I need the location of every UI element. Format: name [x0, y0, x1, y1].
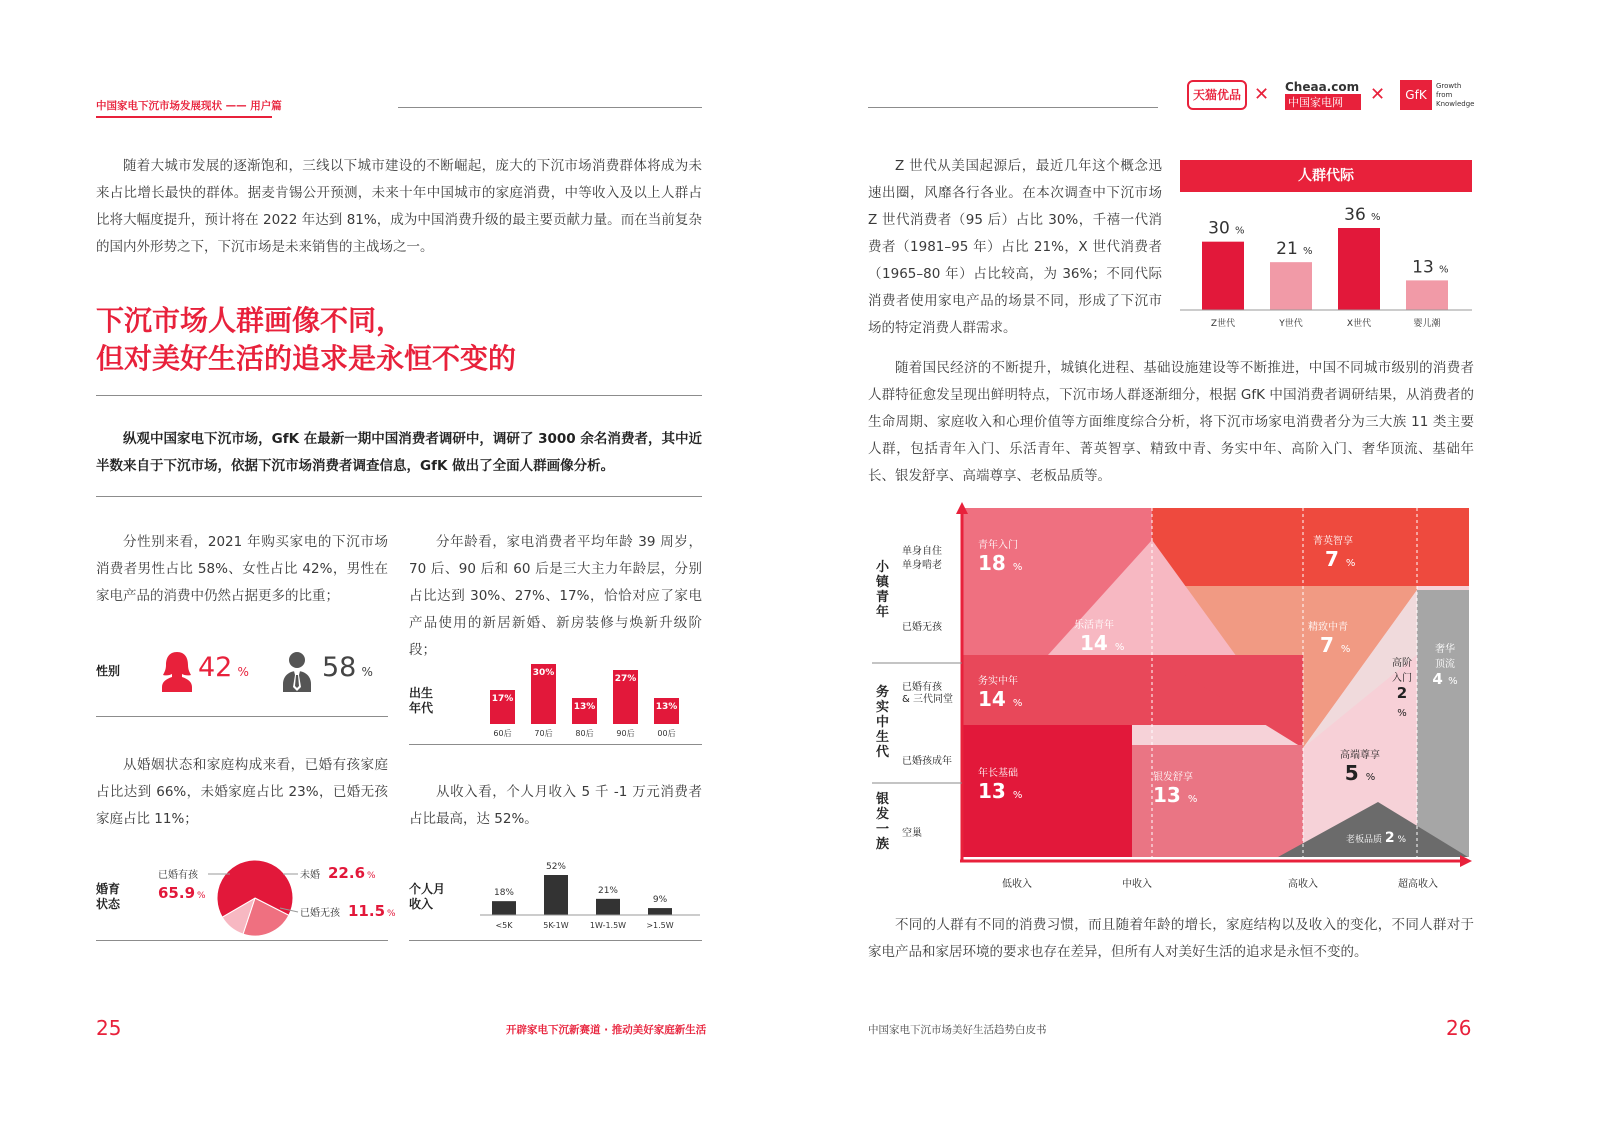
- gen-axis-label: Y世代: [1279, 319, 1303, 329]
- income-axis-label: >1.5W: [646, 921, 674, 930]
- cheaa-cn: 中国家电网: [1285, 94, 1361, 110]
- title-divider: [96, 395, 702, 396]
- left-page-number: 25: [96, 1016, 122, 1040]
- gen-bar-pct: %: [1235, 225, 1245, 237]
- shape-elite: [1152, 508, 1469, 586]
- cheaa-en: Cheaa.com: [1285, 80, 1360, 94]
- group-midlife: 务实中生代: [876, 685, 890, 760]
- gender-paragraph: 分性别来看，2021 年购买家电的下沉市场消费者男性占比 58%、女性占比 42%，男性在家电产品的消费中仍然占据更多的比重；: [96, 534, 388, 604]
- seg-name: 奢华顶流: [1435, 644, 1455, 670]
- seg-name: 务实中年: [978, 676, 1018, 687]
- stage-three-gen: & 三代同堂: [902, 694, 953, 705]
- tmall-logo: 天猫优品: [1187, 80, 1247, 110]
- stage-kids-adult: 已婚孩成年: [902, 756, 952, 767]
- gen-axis-label: 婴儿潮: [1413, 319, 1441, 329]
- income-label: 个人月收入: [409, 882, 446, 911]
- male-icon: [280, 650, 314, 696]
- pie-value: 11.5: [348, 902, 386, 920]
- age-bar-value: 27%: [614, 674, 637, 684]
- seg-name: 乐活青年: [1074, 620, 1114, 631]
- seg-pct: %: [1345, 558, 1356, 569]
- segment-paragraph: 随着国民经济的不断提升，城镇化进程、基础设施建设等不断推进，中国不同城市级别的消费者人群特征愈发呈现出鲜明特点，下沉市场人群逐渐细分，根据 GfK 中国消费者调研结果，从消费者的生命周期、家庭收入和心理价值等方面维度综合分析，将下沉市场家电消费者分为三大族 11 类主要人群，包括青年入门、乐活青年、菁英智享、精致中青、务实中年、高阶入门、奢华顶流、基础年长、银发舒享、高端尊享、老板品质等。: [868, 360, 1474, 484]
- income-bar-value: 21%: [597, 885, 619, 896]
- closing-paragraph: 不同的人群有不同的消费习惯，而且随着年龄的增长，家庭结构以及收入的变化，不同人群对于家电产品和家居环境的要求也存在差异，但所有人对美好生活的追求是永恒不变的。: [868, 917, 1474, 960]
- title-line-1: 下沉市场人群画像不同，: [96, 304, 405, 337]
- pie-label: 已婚无孩: [300, 908, 340, 919]
- age-label: 出生年代: [409, 686, 434, 715]
- gender-divider: [96, 716, 388, 717]
- income-bar-value: 9%: [652, 895, 668, 906]
- cross-icon: ✕: [1254, 84, 1270, 105]
- seg-boss: [1346, 830, 1406, 846]
- seg-pct: %: [1365, 772, 1376, 783]
- gen-bar: [1270, 262, 1312, 310]
- age-bar-value: 17%: [491, 694, 514, 704]
- gen-axis-label: Z世代: [1210, 319, 1236, 329]
- seg-value: 4: [1432, 670, 1443, 688]
- seg-high-end: [1340, 746, 1380, 785]
- page-title: [96, 302, 516, 378]
- seg-name: 精致中青: [1308, 622, 1348, 633]
- income-bar-value: 52%: [545, 862, 567, 872]
- seg-value: 5: [1344, 761, 1359, 785]
- pie-value: 22.6: [328, 864, 366, 882]
- segmentation-matrix: [868, 500, 1478, 900]
- left-header-text: 中国家电下沉市场发展现状 —— 用户篇: [96, 100, 282, 112]
- generation-chart-title: 人群代际: [1180, 160, 1472, 192]
- female-icon: [160, 650, 194, 696]
- left-footer: 开辟家电下沉新赛道 · 推动美好家庭新生活: [506, 1024, 707, 1036]
- female-pct: %: [237, 665, 249, 679]
- summary-paragraph: 纵观中国家电下沉市场，GfK 在最新一期中国消费者调研中，调研了 3000 余名消费者，其中近半数来自于下沉市场，依据下沉市场消费者调查信息，GfK 做出了全面人群画像分析。: [96, 431, 702, 474]
- right-page-number: 26: [1446, 1016, 1472, 1040]
- seg-premium-entry: [1390, 654, 1414, 720]
- right-header-divider: [868, 107, 1158, 108]
- intro-paragraph: 随着大城市发展的逐渐饱和，三线以下城市建设的不断崛起，庞大的下沉市场消费群体将成为未来占比增长最快的群体。据麦肯锡公开预测，未来十年中国城市的家庭消费，中等收入及以上人群占比将大幅度提升，预计将在 2022 年达到 81%，成为中国消费升级的最主要贡献力量。而在当前复杂的国内外形势之下，下沉市场是未来销售的主战场之一。: [96, 158, 702, 255]
- seg-name: 青年入门: [978, 540, 1018, 551]
- income-bar: [648, 908, 672, 915]
- seg-pct: %: [1012, 562, 1023, 573]
- seg-pct: %: [1012, 698, 1023, 709]
- male-pct: %: [361, 665, 373, 679]
- gen-bar-value: 36: [1344, 205, 1366, 225]
- stage-single-alone: 单身自住: [902, 546, 942, 557]
- stage-single-parents: 单身啃老: [902, 560, 942, 571]
- income-bar-chart: [480, 860, 700, 940]
- seg-name: 老板品质: [1346, 835, 1383, 845]
- seg-refined: [1308, 618, 1350, 657]
- income-bar: [544, 875, 568, 915]
- age-axis-label: 80后: [575, 729, 594, 738]
- seg-practical: [978, 672, 1022, 711]
- seg-pct: %: [1012, 790, 1023, 801]
- left-page-header: [96, 98, 282, 118]
- seg-youth-entry: [978, 536, 1022, 575]
- income-bar: [492, 901, 516, 915]
- x-label-high: 高收入: [1288, 879, 1318, 890]
- right-footer: 中国家电下沉市场美好生活趋势白皮书: [868, 1024, 1047, 1036]
- gen-axis-label: X世代: [1346, 319, 1372, 329]
- income-divider: [409, 940, 702, 941]
- seg-value: 7: [1325, 547, 1339, 571]
- gen-bar-value: 30: [1208, 218, 1230, 239]
- seg-name: 银发舒享: [1153, 772, 1193, 783]
- seg-name: 年长基础: [978, 768, 1018, 779]
- seg-luxury: [1428, 640, 1462, 688]
- age-bar-chart: [480, 648, 700, 748]
- income-paragraph: 从收入看，个人月收入 5 千 -1 万元消费者占比最高，达 52%。: [409, 784, 702, 827]
- gen-bar: [1338, 228, 1380, 310]
- group-silver: 银发一族: [876, 792, 890, 852]
- seg-name: 高端尊享: [1340, 750, 1380, 761]
- group-youth: 小镇青年: [876, 560, 890, 620]
- pie-label: 已婚有孩: [158, 870, 198, 881]
- income-axis-label: 1W-1.5W: [589, 921, 627, 930]
- generation-paragraph: Z 世代从美国起源后，最近几年这个概念迅速出圈，风靡各行各业。在本次调查中下沉市场 Z 世代消费者（95 后）占比 30%，千禧一代消费者（1981–95 年）占比 21%，X 世代消费者（1965–80 年）占比较高，为 36%；不同代际消费者使用家电产品的场景不同，形成了下沉市场的特定消费人群需求。: [868, 158, 1162, 336]
- age-axis-label: 00后: [657, 729, 676, 738]
- shape-luxury: [1417, 590, 1469, 857]
- gen-bar-value: 13: [1412, 257, 1434, 278]
- age-axis-label: 90后: [616, 729, 635, 738]
- x-label-low: 低收入: [1002, 879, 1032, 890]
- cross-icon-2: ✕: [1370, 84, 1386, 105]
- seg-name: 高阶入门: [1392, 658, 1412, 684]
- marriage-paragraph: 从婚姻状态和家庭构成来看，已婚有孩家庭占比达到 66%，未婚家庭占比 23%，已婚无孩家庭占比 11%；: [96, 757, 388, 827]
- seg-pct: %: [1340, 644, 1351, 655]
- pie-pct: %: [387, 909, 396, 919]
- seg-value: 7: [1320, 633, 1334, 657]
- pie-pct: %: [197, 891, 206, 901]
- income-bar: [596, 899, 620, 915]
- header-underline: [96, 116, 272, 118]
- male-stat: [322, 652, 373, 683]
- income-bar-value: 18%: [493, 888, 515, 899]
- seg-pct: %: [1448, 676, 1458, 687]
- stage-married-kids: 已婚有孩: [902, 682, 942, 693]
- income-axis-label: 5K-1W: [543, 921, 569, 930]
- gen-bar-pct: %: [1303, 246, 1313, 258]
- gfk-tagline: Growth from Knowledge: [1436, 82, 1475, 108]
- gen-bar-pct: %: [1371, 212, 1381, 223]
- seg-value: 13: [978, 779, 1006, 803]
- female-stat: [198, 652, 249, 683]
- marriage-label: 婚育状态: [96, 882, 121, 911]
- seg-value: 2: [1384, 830, 1395, 846]
- age-divider: [409, 744, 702, 745]
- age-paragraph: 分年龄看，家电消费者平均年龄 39 周岁，70 后、90 后和 60 后是三大主力年龄层，分别占比达到 30%、27%、17%，恰恰对应了家电产品使用的新居新婚、新房装修与焕新升级阶段；: [409, 534, 702, 658]
- age-axis-label: 70后: [534, 729, 553, 738]
- seg-pct: %: [1397, 835, 1407, 845]
- age-bar-value: 13%: [655, 702, 678, 712]
- generation-bar-chart: [1180, 196, 1472, 338]
- gen-bar: [1202, 242, 1244, 310]
- seg-value: 14: [978, 687, 1006, 711]
- gen-bar-value: 21: [1276, 239, 1298, 260]
- seg-value: 13: [1153, 783, 1181, 807]
- marriage-divider: [96, 940, 388, 941]
- seg-value: 2: [1396, 684, 1408, 702]
- age-axis-label: 60后: [493, 729, 512, 738]
- seg-elite: [1313, 532, 1355, 571]
- x-label-mid: 中收入: [1122, 879, 1152, 890]
- title-line-2: 但对美好生活的追求是永恒不变的: [96, 342, 517, 375]
- seg-basic-senior: [978, 764, 1022, 803]
- age-bar-value: 30%: [532, 668, 555, 678]
- pie-label: 未婚: [300, 870, 320, 881]
- seg-pct: %: [1114, 642, 1125, 653]
- gfk-logo: GfK: [1400, 80, 1432, 110]
- seg-value: 14: [1080, 631, 1108, 655]
- female-value: 42: [198, 652, 233, 683]
- seg-value: 18: [978, 551, 1006, 575]
- summary-divider: [96, 496, 702, 497]
- stage-married-nokids: 已婚无孩: [902, 622, 942, 633]
- stage-empty-nest: 空巢: [902, 828, 922, 839]
- pie-value: 65.9: [158, 884, 196, 902]
- seg-pct: %: [1397, 708, 1407, 719]
- seg-lohas: [1074, 616, 1124, 655]
- pie-pct: %: [367, 871, 376, 881]
- age-bar-value: 13%: [573, 702, 596, 712]
- seg-silver: [1153, 768, 1197, 807]
- header-divider: [398, 107, 702, 108]
- male-value: 58: [322, 652, 357, 683]
- gen-bar-pct: %: [1439, 264, 1449, 276]
- marriage-pie-chart: [150, 850, 396, 940]
- x-label-top: 超高收入: [1398, 879, 1438, 890]
- income-axis-label: <5K: [495, 921, 513, 930]
- seg-name: 菁英智享: [1313, 536, 1353, 547]
- gender-label: 性别: [96, 664, 121, 678]
- cheaa-logo: [1285, 80, 1361, 110]
- seg-pct: %: [1187, 794, 1198, 805]
- gen-bar: [1406, 280, 1448, 310]
